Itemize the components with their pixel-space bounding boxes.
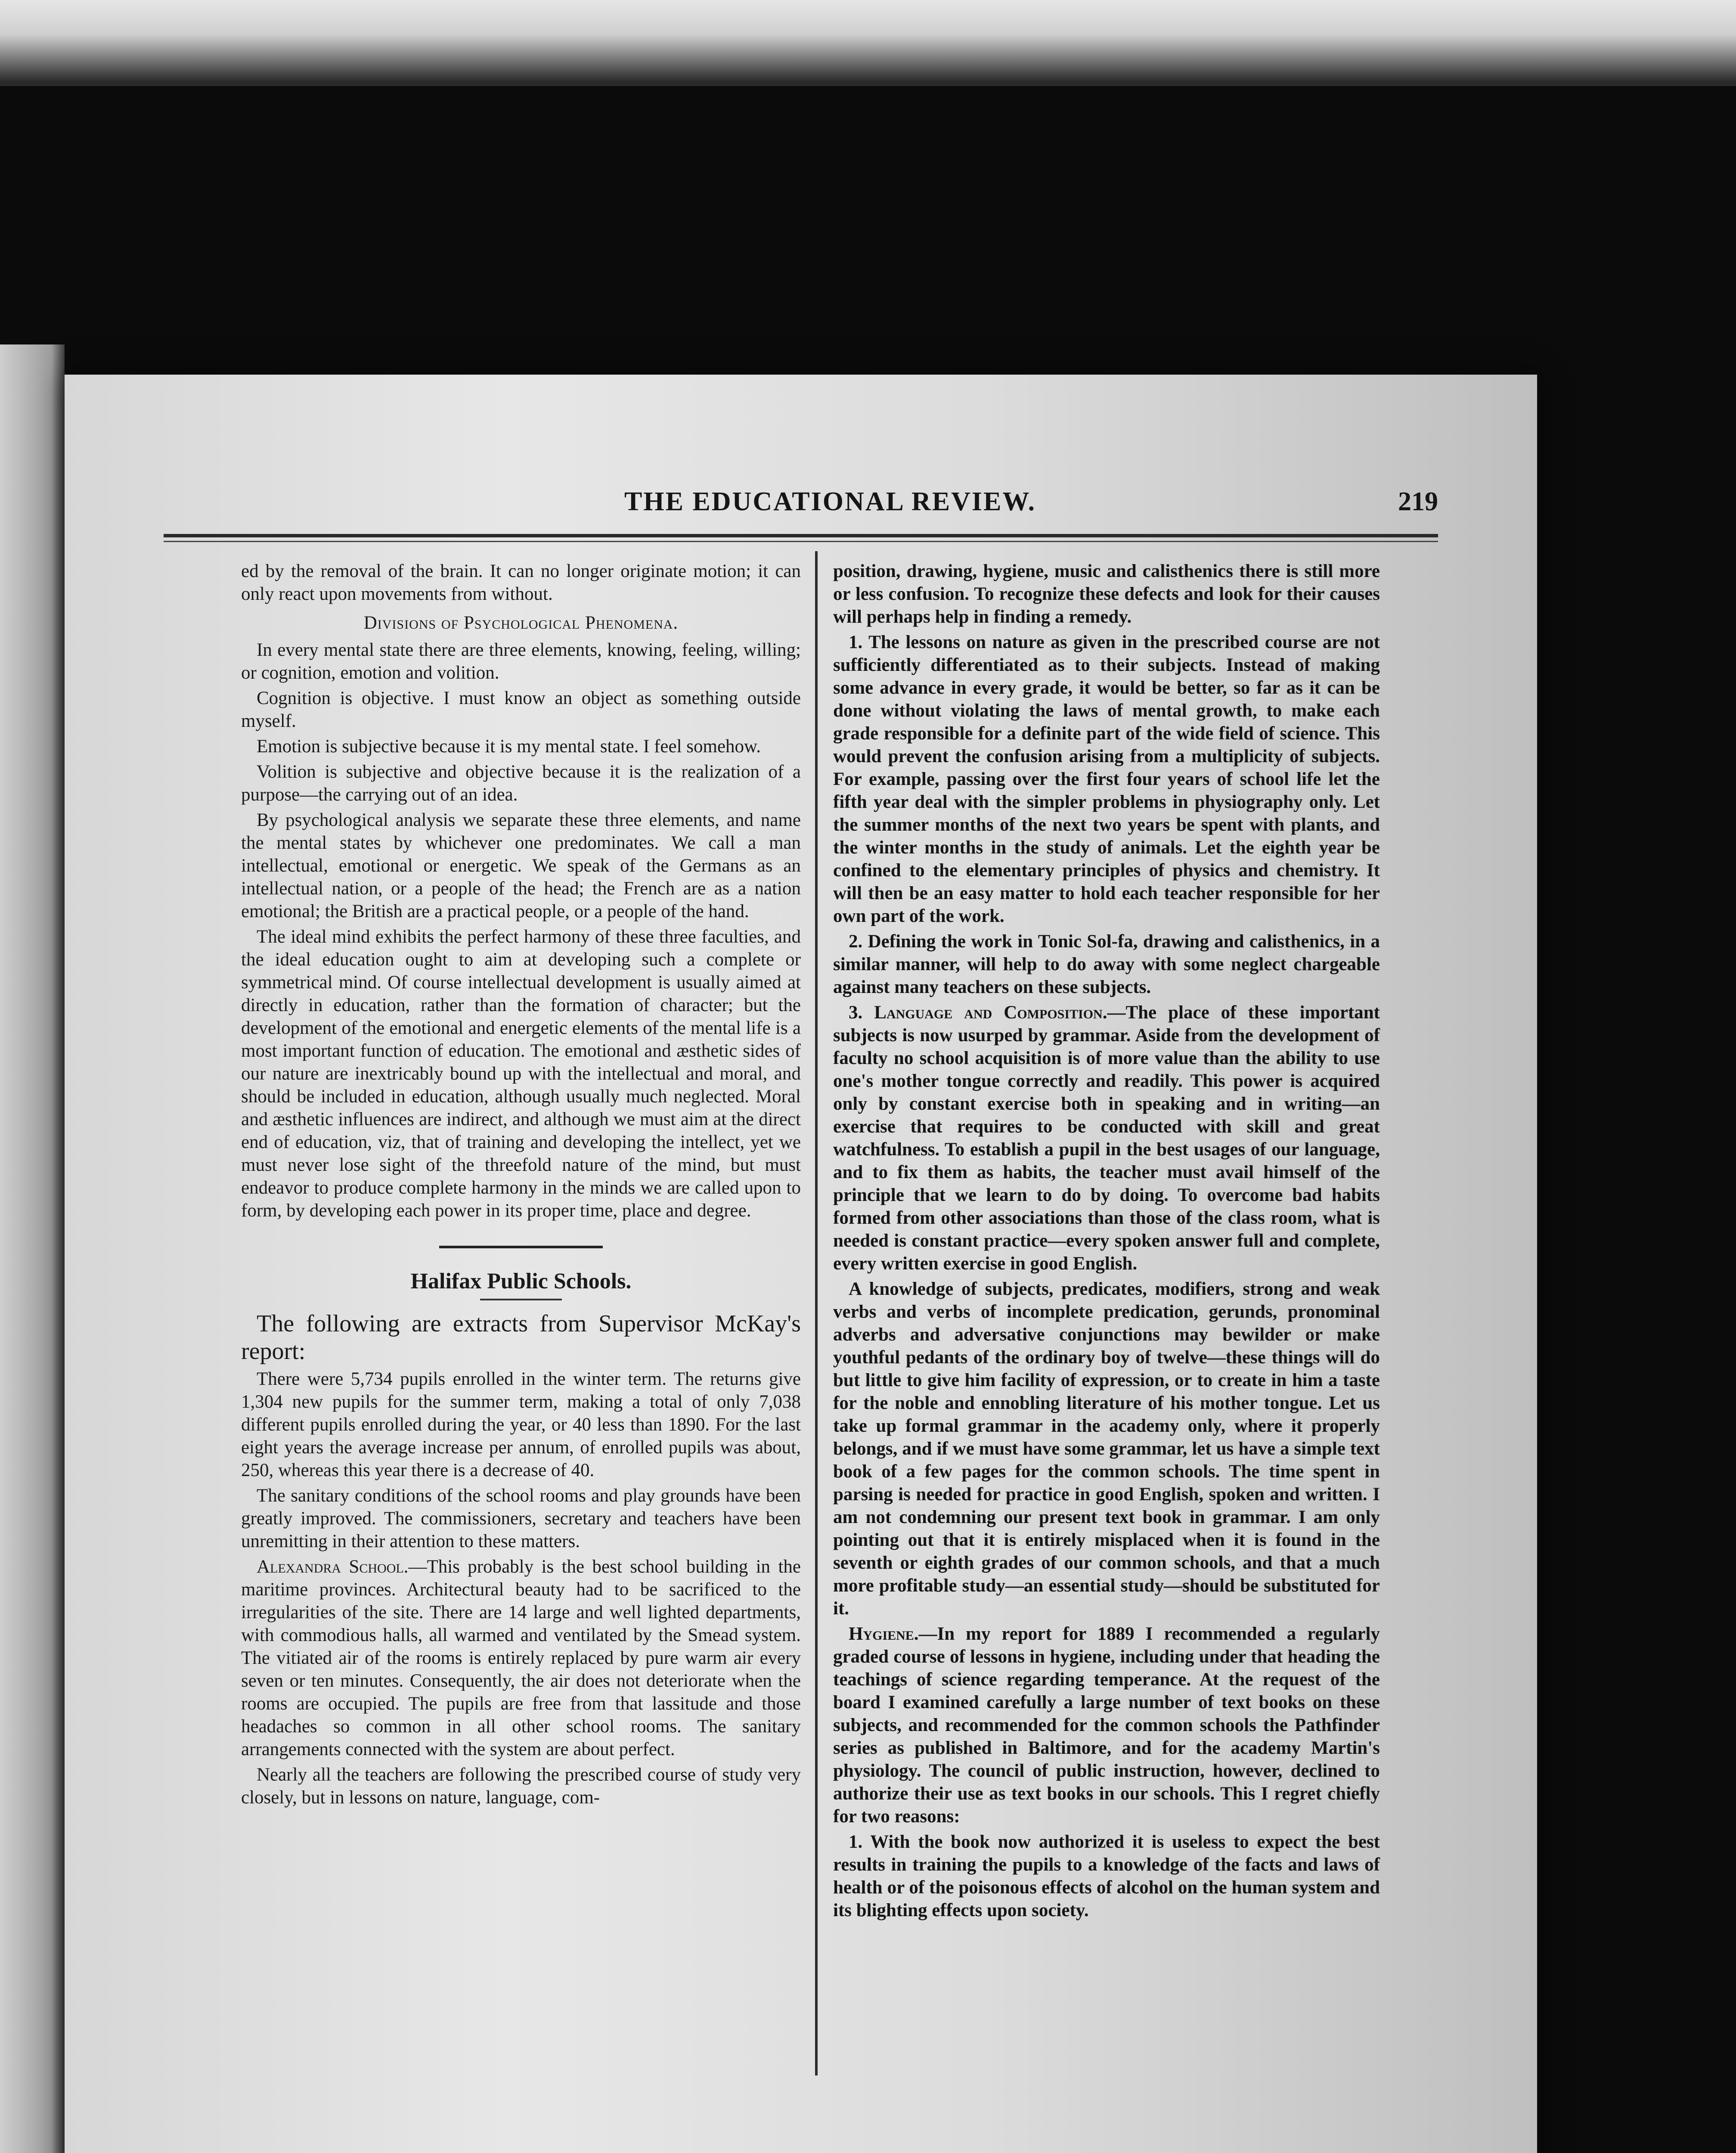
page-header bbox=[164, 487, 1438, 525]
paragraph: The ideal mind exhibits the perfect harmony of these three faculties, and the ideal education ought to aim at developing such a complete or symmetrical mind. Of course intellectual development is usually aimed at directly in education, rather than the formation of character; but the development of the emotional and energetic elements of the mental life is a most important function of education. The emotional and æsthetic sides of our nature are inextricably bound up with the intellectual and moral, and should be included in education, although usually much neglected. Moral and æsthetic influences are indirect, and although we must aim at the direct end of education, viz, that of training and developing the intellect, yet we must never lose sight of the threefold nature of the mind, but must endeavor to produce complete harmony in the minds we are called upon to form, by developing each power in its proper time, place and degree. bbox=[241, 927, 801, 1221]
paragraph: ed by the removal of the brain. It can no longer originate motion; it can only react upon movements from without. bbox=[241, 561, 801, 604]
paragraph: There were 5,734 pupils enrolled in the winter term. The returns give 1,304 new pupils for the summer term, making a total of only 7,038 different pupils enrolled during the year, or 40 less than 1890. For the last eight years the average increase per annum, of enrolled pupils was about, 250, whereas this year there is a decrease of 40. bbox=[241, 1369, 801, 1480]
paragraph bbox=[241, 1555, 801, 1761]
paragraph: 1. With the book now authorized it is useless to expect the best results in training the pupils to a knowledge of the facts and laws of health or of the poisonous effects of alcohol on the human system and its blighting effects upon society. bbox=[833, 1832, 1380, 1920]
paragraph: By psychological analysis we separate these three elements, and name the mental states by whichever one predominates. We call a man intellectual, emotional or energetic. We speak of the Germans as an intellectual nation, or a people of the head; the French are as a nation emotional; the British are a practical people, or a people of the hand. bbox=[241, 810, 801, 921]
paragraph: Volition is subjective and objective because it is the realization of a purpose—the carrying out of an idea. bbox=[241, 762, 801, 805]
left-column bbox=[241, 560, 801, 1812]
paragraph: Cognition is objective. I must know an object as something outside myself. bbox=[241, 688, 801, 731]
paragraph: Nearly all the teachers are following the prescribed course of study very closely, but in lessons on nature, language, com- bbox=[241, 1765, 801, 1808]
paragraph: Emotion is subjective because it is my mental state. I feel somehow. bbox=[257, 736, 761, 757]
running-title: THE EDUCATIONAL REVIEW. bbox=[624, 487, 1036, 516]
section-heading: Divisions of Psychological Phenomena. bbox=[363, 613, 679, 633]
header-rule-thin bbox=[164, 541, 1438, 542]
article-separator bbox=[439, 1246, 603, 1248]
paragraph-text: —This probably is the best school building in the maritime provinces. Architectural beauty had to be sacrificed to the irregularities of the site. There are 14 large and well lighted departments, with commodious halls, all warmed and ventilated by the Smead system. The vitiated air of the rooms is entirely replaced by pure warm air every seven or ten minutes. Consequently, the air does not deteriorate when the rooms are occupied. The pupils are free from that lassitude and those headaches so common in all other school rooms. The sanitary arrangements connected with the system are about perfect. bbox=[241, 1557, 801, 1759]
paragraph-text: —In my report for 1889 I recommended a regularly graded course of lessons in hygiene, including under that heading the teachings of science regarding temperance. At the request of the board I examined carefully a large number of text books on these subjects, and recommended for the common schools the Pathfinder series as published in Baltimore, and for the academy Martin's physiology. The council of public instruction, however, declined to authorize their use as text books in our schools. This I regret chiefly for two reasons: bbox=[833, 1624, 1380, 1827]
run-in-heading: Alexandra School. bbox=[257, 1557, 409, 1577]
paragraph bbox=[833, 1001, 1380, 1275]
right-column bbox=[833, 560, 1380, 1924]
title-underline bbox=[480, 1299, 562, 1300]
article-intro: The following are extracts from Supervisor McKay's report: bbox=[241, 1310, 801, 1365]
page-number: 219 bbox=[1398, 487, 1438, 516]
previous-page-edge bbox=[0, 344, 65, 2153]
paragraph: In every mental state there are three elements, knowing, feeling, willing; or cognition, emotion and volition. bbox=[241, 640, 801, 683]
paragraph-text: —The place of these important subjects is now usurped by grammar. Aside from the development of faculty no school acquisition is of more value than the ability to use one's mother tongue correctly and readily. This power is acquired only by constant exercise both in speaking and in writing—an exercise that requires to be conducted with skill and great watchfulness. To establish a pupil in the best usages of our language, and to fix them as habits, the teacher must avail himself of the principle that we learn to do by doing. To overcome bad habits formed from other associations than those of the class room, what is needed is constant practice—every spoken answer full and complete, every written exercise in good English. bbox=[833, 1002, 1380, 1274]
film-edge-top bbox=[0, 0, 1736, 86]
run-in-heading: 3. Language and Composition. bbox=[849, 1002, 1107, 1023]
paragraph: A knowledge of subjects, predicates, modifiers, strong and weak verbs and verbs of incomplete predication, gerunds, pronominal adverbs and adversative conjunctions may bewilder or make youthful pedants of the ordinary boy of twelve—these things will do but little to give him facility of expression, or to create in him a taste for the noble and ennobling literature of his mother tongue. Let us take up formal grammar in the academy only, where it properly belongs, and if we must have some grammar, let us have a simple text book of a few pages for the common schools. The time spent in parsing is needed for practice in good English, spoken and written. I am not condemning our present text book in grammar. I am only pointing out that it is entirely misplaced when it is found in the seventh or eighth grades of our common schools, and that a much more profitable study—an essential study—should be substituted for it. bbox=[833, 1279, 1380, 1619]
paragraph: The sanitary conditions of the school rooms and play grounds have been greatly improved. The commissioners, secretary and teachers have been unremitting in their attention to these matters. bbox=[241, 1486, 801, 1551]
paragraph: 1. The lessons on nature as given in the prescribed course are not sufficiently differentiated as to their subjects. Instead of making some advance in every grade, it would be better, so far as it can be done without violating the laws of mental growth, to make each grade responsible for a definite part of the wide field of science. This would prevent the confusion arising from a multiplicity of subjects. For example, passing over the first four years of school life let the fifth year deal with the simpler problems in physiography only. Let the summer months of the next two years be spent with plants, and the winter months in the study of animals. Let the eighth year be confined to the elementary principles of physics and chemistry. It will then be an easy matter to hold each teacher responsible for her own part of the work. bbox=[833, 632, 1380, 926]
paragraph bbox=[833, 1623, 1380, 1828]
article-title: Halifax Public Schools. bbox=[410, 1269, 632, 1294]
header-rule bbox=[164, 534, 1438, 537]
paragraph: 2. Defining the work in Tonic Sol-fa, drawing and calisthenics, in a similar manner, will help to do away with some neglect chargeable against many teachers on these subjects. bbox=[833, 931, 1380, 997]
paragraph: position, drawing, hygiene, music and calisthenics there is still more or less confusion. To recognize these defects and look for their causes will perhaps help in finding a remedy. bbox=[833, 561, 1380, 627]
column-divider bbox=[815, 551, 818, 2075]
run-in-heading: Hygiene. bbox=[849, 1624, 919, 1644]
